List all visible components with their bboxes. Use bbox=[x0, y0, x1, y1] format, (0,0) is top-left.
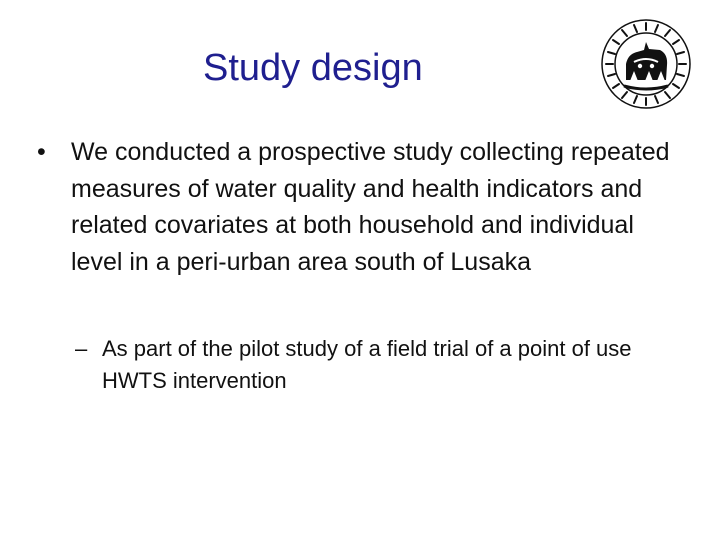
bullet-item bbox=[37, 134, 677, 280]
bullet-text: We conducted a prospective study collecting repeated measures of water quality and health indicators and related covariates at both household and individual level in a peri-urban area south of Lusaka bbox=[71, 138, 670, 276]
bullet-marker: • bbox=[37, 138, 46, 166]
sub-bullet-text: As part of the pilot study of a field trial of a point of use HWTS intervention bbox=[102, 336, 632, 393]
sub-bullet-marker: – bbox=[75, 336, 88, 361]
slide-title: Study design bbox=[203, 47, 423, 89]
institution-seal-icon bbox=[600, 18, 692, 110]
sub-bullet-item bbox=[75, 333, 675, 397]
